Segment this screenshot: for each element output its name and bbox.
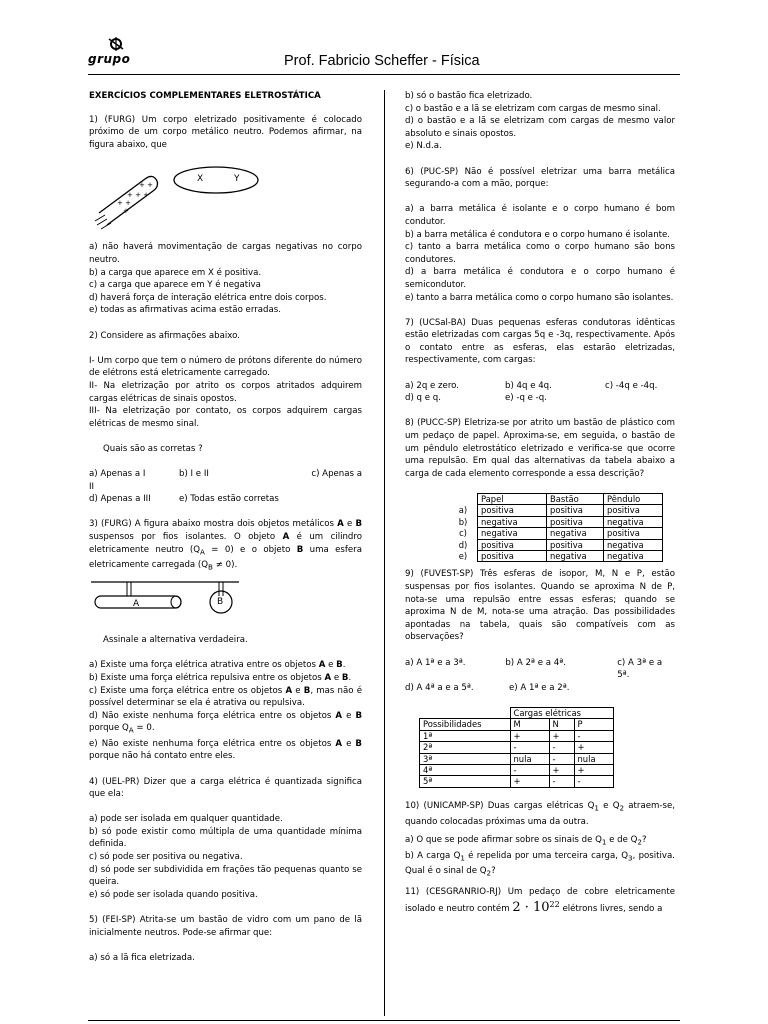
q3-figure [89,574,362,634]
q9-stem: 9) (FUVEST-SP) Três esferas de isopor, M, N e P, estão suspensas por fios isolantes. Quando se aproxima N de P, nota-se uma repulsão entre essas esferas; quando se aproxima N de M, nota-se uma atração. Das possibilidades apontadas na tabela, quais são compatíveis com as observações? [405,569,675,643]
table-row: 5ª + - - [420,776,614,787]
option: d) haverá força de interação elétrica entre dois corpos. [89,292,327,303]
option: e) Não existe nenhuma força elétrica entre os objetos A e B porque não há contato entre eles. [89,738,362,762]
q1-figure [89,151,362,241]
statement: III- Na eletrização por contato, os corpos adquirem cargas elétricas de mesmo sinal. [89,406,362,429]
option: a) O que se pode afirmar sobre os sinais de $Q_1$ e de $Q_2$? [405,835,647,848]
svg-text:+ +: + + [117,199,131,208]
option: b) I e II [179,469,209,480]
q11-stem: 11) (CESGRANRIO-RJ) Um pedaço de cobre eletricamente isolado e neutro contém $2 \cdot 10^{22}$ elétrons livres, sendo a [405,887,675,915]
svg-text:+: + [123,207,129,216]
option: b) a barra metálica é condutora e o corpo humano é isolante. [405,229,671,240]
option: e) todas as afirmativas acima estão erradas. [89,305,281,316]
option: d) a barra metálica é condutora e o corpo humano é semicondutor. [405,267,675,290]
option: c) Existe uma força elétrica entre os objetos A e B, mas não é possível determinar se ela é atrativa ou repulsiva. [89,685,362,709]
q2-options-row-2 [89,493,362,506]
q10-stem: 10) (UNICAMP-SP) Duas cargas elétricas $Q_1$ e $Q_2$ atraem-se, quando colocadas próximas uma da outra. [405,801,675,827]
table-row: 4ª - + + [420,765,614,776]
q9-options-row-2 [405,682,675,695]
option: b) 4q e 4q. [505,380,552,391]
q7-options-row-1 [405,380,675,393]
option: d) Apenas a III [89,494,151,505]
col-header: Papel [478,494,547,505]
option: b) só pode existir como múltipla de uma quantidade mínima definida. [89,826,362,850]
q9-options-row-1 [405,657,675,682]
option: c) A 3ª e a 5ª. [617,657,663,681]
option: a) A 1ª e a 3ª. [405,657,466,668]
q3-stem: 3) (FURG) A figura abaixo mostra dois objetos metálicos A e B suspensos por fios isolantes. O objeto A é um cilindro eletricamente neutro $(Q_A = 0)$ e o objeto B uma esfera eletricamente carregada $(Q_B \ne 0)$. [89,519,362,572]
q8-stem: 8) (PUCC-SP) Eletriza-se por atrito um bastão de plástico com um pedaço de papel. Aproxima-se, em seguida, o bastão de um pêndulo eletrostático eletrizado e verifica-se que ocorre uma repulsão. Em qual das alternativas da tabela abaixo a carga de cada elemento corresponde a essa descrição? [405,418,675,479]
section-title: EXERCÍCIOS COMPLEMENTARES ELETROSTÁTICA [89,91,321,101]
option: a) a barra metálica é isolante e o corpo humano é bom condutor. [405,204,675,227]
table-row: d) positiva positiva negativa [449,539,663,550]
option: e) tanto a barra metálica como o corpo humano são isolantes. [405,292,674,303]
option: b) só o bastão fica eletrizado. [405,91,533,101]
table-row: 1ª + + - [420,730,614,741]
q4-stem: 4) (UEL-PR) Dizer que a carga elétrica é quantizada significa que ela: [89,776,362,800]
q7-options-row-2 [405,392,675,405]
col-header: M [510,719,549,730]
table-row: c) negativa negativa positiva [449,528,663,539]
option: c) só pode ser positiva ou negativa. [89,852,243,863]
statement: II- Na eletrização por atrito os corpos atritados adquirem cargas elétricas de sinais opostos. [89,380,362,404]
table-row: 3ª nula - nula [420,753,614,764]
page-title: Prof. Fabricio Scheffer - Física [284,53,480,69]
q7-stem: 7) (UCSal-BA) Duas pequenas esferas condutoras idênticas estão eletrizadas com cargas 5q e -3q, respectivamente. Após o contato entre as esferas, elas estarão eletrizadas, respectivamente, com cargas: [405,317,675,366]
q3-instruction: Assinale a alternativa verdadeira. [103,635,248,646]
option: e) Todas estão corretas [179,494,279,505]
q9-table [419,707,614,788]
q2-stem: 2) Considere as afirmações abaixo. [89,330,240,341]
page-header [88,36,680,75]
option: a) 2q e zero. [405,380,460,391]
option: e) A 1ª e a 2ª. [509,682,570,693]
label-a: A [133,599,140,610]
option: c) o bastão e a lã se eletrizam com cargas de mesmo sinal. [405,103,661,114]
option: d) o bastão e a lã se eletrizam com cargas de mesmo valor absoluto e sinais opostos. [405,116,675,139]
option: d) A 4ª a e a 5ª. [405,682,474,693]
charged-rod-figure [89,151,362,241]
col-header: P [574,719,613,730]
option: c) tanto a barra metálica como o corpo humano são bons condutores. [405,242,675,265]
option: d) só pode ser subdividida em frações tão pequenas quanto se queira. [89,864,362,888]
logo-text: grupo [88,52,131,66]
option: e) só pode ser isolada quando positiva. [89,889,258,900]
option: b) a carga que aparece em X é positiva. [89,267,262,278]
q2-question: Quais são as corretas ? [103,443,203,454]
statement: I- Um corpo que tem o número de prótons diferente do número de elétrons está eletricamente carregado. [89,355,362,379]
option: a) Apenas a I [89,469,146,480]
left-column [89,90,362,964]
col-header: Pêndulo [604,494,663,505]
option: e) -q e -q. [505,393,547,404]
option: c) a carga que aparece em Y é negativa [89,280,261,291]
group-header: Cargas elétricas [510,707,613,718]
table-row: a) positiva positiva positiva [449,505,663,516]
svg-text:+ +: + + [139,181,153,190]
q2-options-row-1 [89,468,362,481]
q6-stem: 6) (PUC-SP) Não é possível eletrizar uma barra metálica segurando-a com a mão, porque: [405,166,675,190]
option: e) N.d.a. [405,141,442,152]
label-y: Y [234,174,240,185]
option: a) só a lã fica eletrizada. [89,952,195,963]
svg-text:+ + +: + + + [127,191,150,200]
label-b: B [217,597,224,608]
option: b) Existe uma força elétrica repulsiva entre os objetos A e B. [89,673,352,684]
option: d) Não existe nenhuma força elétrica entre os objetos A e B porque $Q_A = 0$. [89,710,362,736]
option: d) q e q. [405,393,441,404]
option-continued: II [89,481,95,492]
col-header: N [549,719,574,730]
q1-options [89,241,362,317]
footer-rule [88,1020,680,1021]
option: a) Existe uma força elétrica atrativa entre os objetos A e B. [89,660,346,671]
column-divider [384,90,385,1016]
q5-stem: 5) (FEI-SP) Atrita-se um bastão de vidro com um pano de lã inicialmente neutros. Pode-se afirmar que: [89,915,362,938]
option: c) Apenas a [311,469,362,480]
label-x: X [197,174,204,185]
q8-table [449,493,663,562]
suspended-objects-figure [89,574,362,634]
col-header: Possibilidades [420,719,511,730]
option: b) A 2ª e a 4ª. [505,657,566,668]
option: c) -4q e -4q. [605,380,658,391]
option: a) não haverá movimentação de cargas negativas no corpo neutro. [89,242,362,265]
right-column [405,90,675,915]
table-row: b) negativa positiva negativa [449,516,663,527]
option: a) pode ser isolada em qualquer quantidade. [89,814,283,825]
table-row: e) positiva negativa negativa [449,551,663,562]
col-header: Bastão [547,494,604,505]
option: b) A carga $Q_1$ é repelida por uma terceira carga, $Q_3$, positiva. Qual é o sinal de $Q_2$? [405,850,675,878]
table-row: 2ª - - + [420,742,614,753]
q1-stem: 1) (FURG) Um corpo eletrizado positivamente é colocado próximo de um corpo metálico neutro. Podemos afirmar, na figura abaixo, que [89,114,362,150]
